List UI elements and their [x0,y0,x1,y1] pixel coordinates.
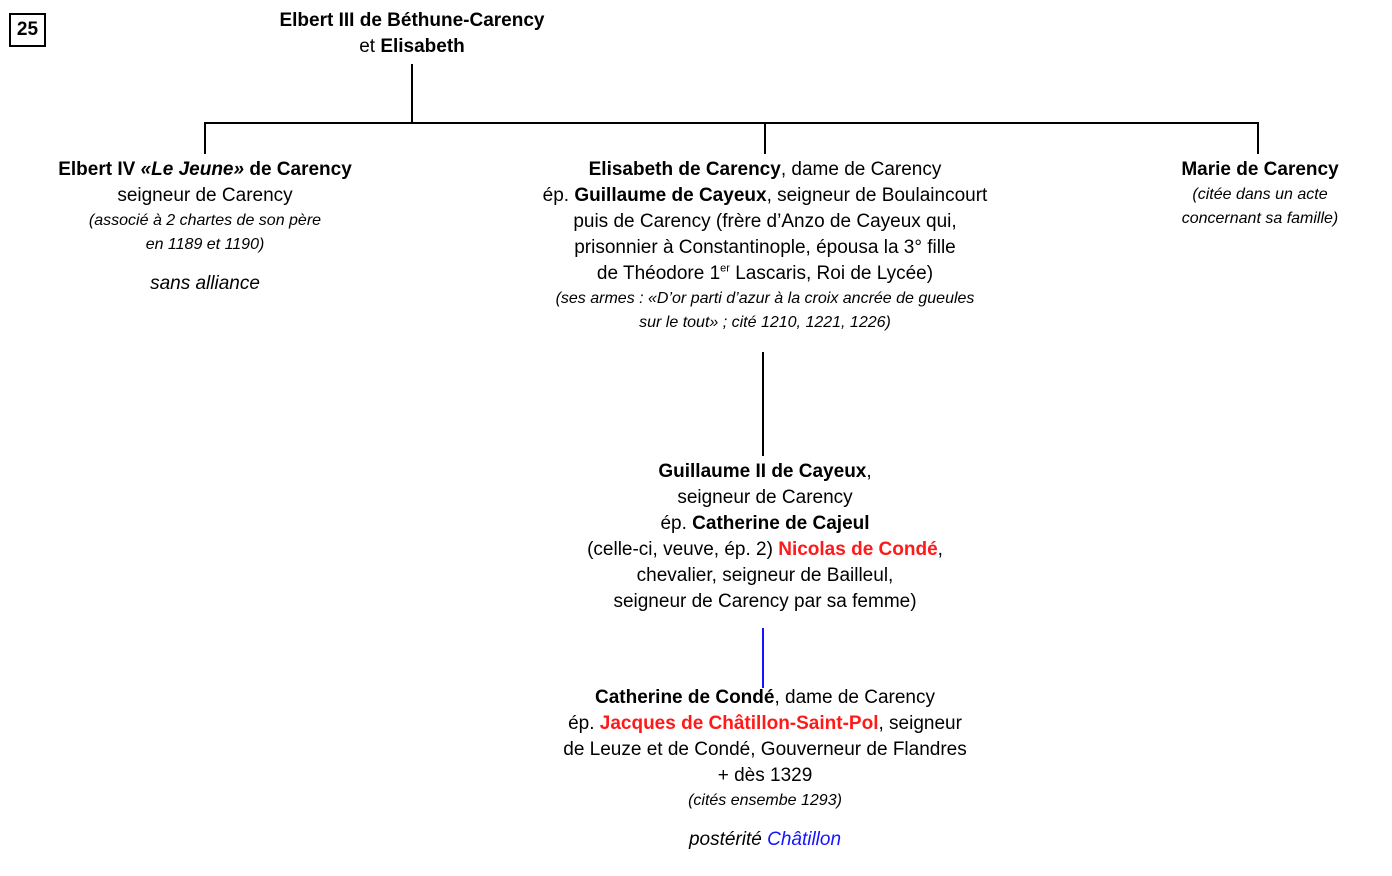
left-child-line [204,122,206,154]
child-left [10,157,400,297]
middle-descent-line [762,352,764,456]
child-middle [460,157,1070,335]
gen3-posterity: postérité Châtillon [688,829,842,850]
gen2-line4: (celle-ci, veuve, ép. 2) Nicolas de Condé, [587,539,943,560]
child-right-name: Marie de Carency [1181,159,1339,180]
child-left-title: seigneur de Carency [117,185,293,206]
child-middle-line5: de Théodore 1er Lascaris, Roi de Lycée) [596,262,934,284]
gen2-line6: seigneur de Carency par sa femme) [613,591,917,612]
root-line1: Elbert III de Béthune-Carency [279,10,545,31]
gen2-spouse: ép. Catherine de Cajeul [660,513,870,534]
page-number-box: 25 [9,13,46,47]
middle-child-line [764,122,766,154]
gen2-name: Guillaume II de Cayeux, [658,461,872,482]
gen2-descent-line [762,628,764,688]
siblings-bar-line [204,122,1259,124]
root-line2: et Elisabeth [359,36,465,57]
child-right [1140,157,1380,231]
child-left-name: Elbert IV «Le Jeune» de Carency [58,159,352,180]
child-middle-line3: puis de Carency (frère d’Anzo de Cayeux qui, [573,211,957,232]
child-middle-spouse: ép. Guillaume de Cayeux, seigneur de Boulaincourt [542,185,988,206]
child-middle-note1: (ses armes : «D’or parti d’azur à la croix ancrée de gueules [555,290,975,307]
right-child-line [1257,122,1259,154]
gen3-person [470,685,1060,853]
gen2-line5: chevalier, seigneur de Bailleul, [636,565,894,586]
child-right-note2: concernant sa famille) [1181,210,1339,227]
chatillon-link[interactable]: Châtillon [767,829,842,850]
gen3-name: Catherine de Condé, dame de Carency [594,687,935,708]
jacques-de-chatillon-name: Jacques de Châtillon-Saint-Pol [599,713,879,734]
child-middle-line4: prisonnier à Constantinople, épousa la 3° fille [574,237,956,258]
child-left-note2: en 1189 et 1190) [145,236,265,253]
nicolas-de-conde-name: Nicolas de Condé [778,539,938,560]
child-left-alliance: sans alliance [150,273,260,294]
gen3-line4: + dès 1329 [717,765,813,786]
gen2-person [500,459,1030,615]
child-middle-note2: sur le tout» ; cité 1210, 1221, 1226) [639,314,891,331]
child-right-note1: (citée dans un acte [1192,186,1328,203]
gen2-title: seigneur de Carency [677,487,853,508]
root-stem-line [411,64,413,124]
child-left-note1: (associé à 2 chartes de son père [88,212,322,229]
gen3-line3: de Leuze et de Condé, Gouverneur de Flandres [563,739,967,760]
child-middle-name: Elisabeth de Carency, dame de Carency [588,159,942,180]
gen3-note: (cités ensembe 1293) [688,792,842,809]
gen3-spouse: ép. Jacques de Châtillon-Saint-Pol, seigneur [568,713,962,734]
root-couple [202,8,622,60]
